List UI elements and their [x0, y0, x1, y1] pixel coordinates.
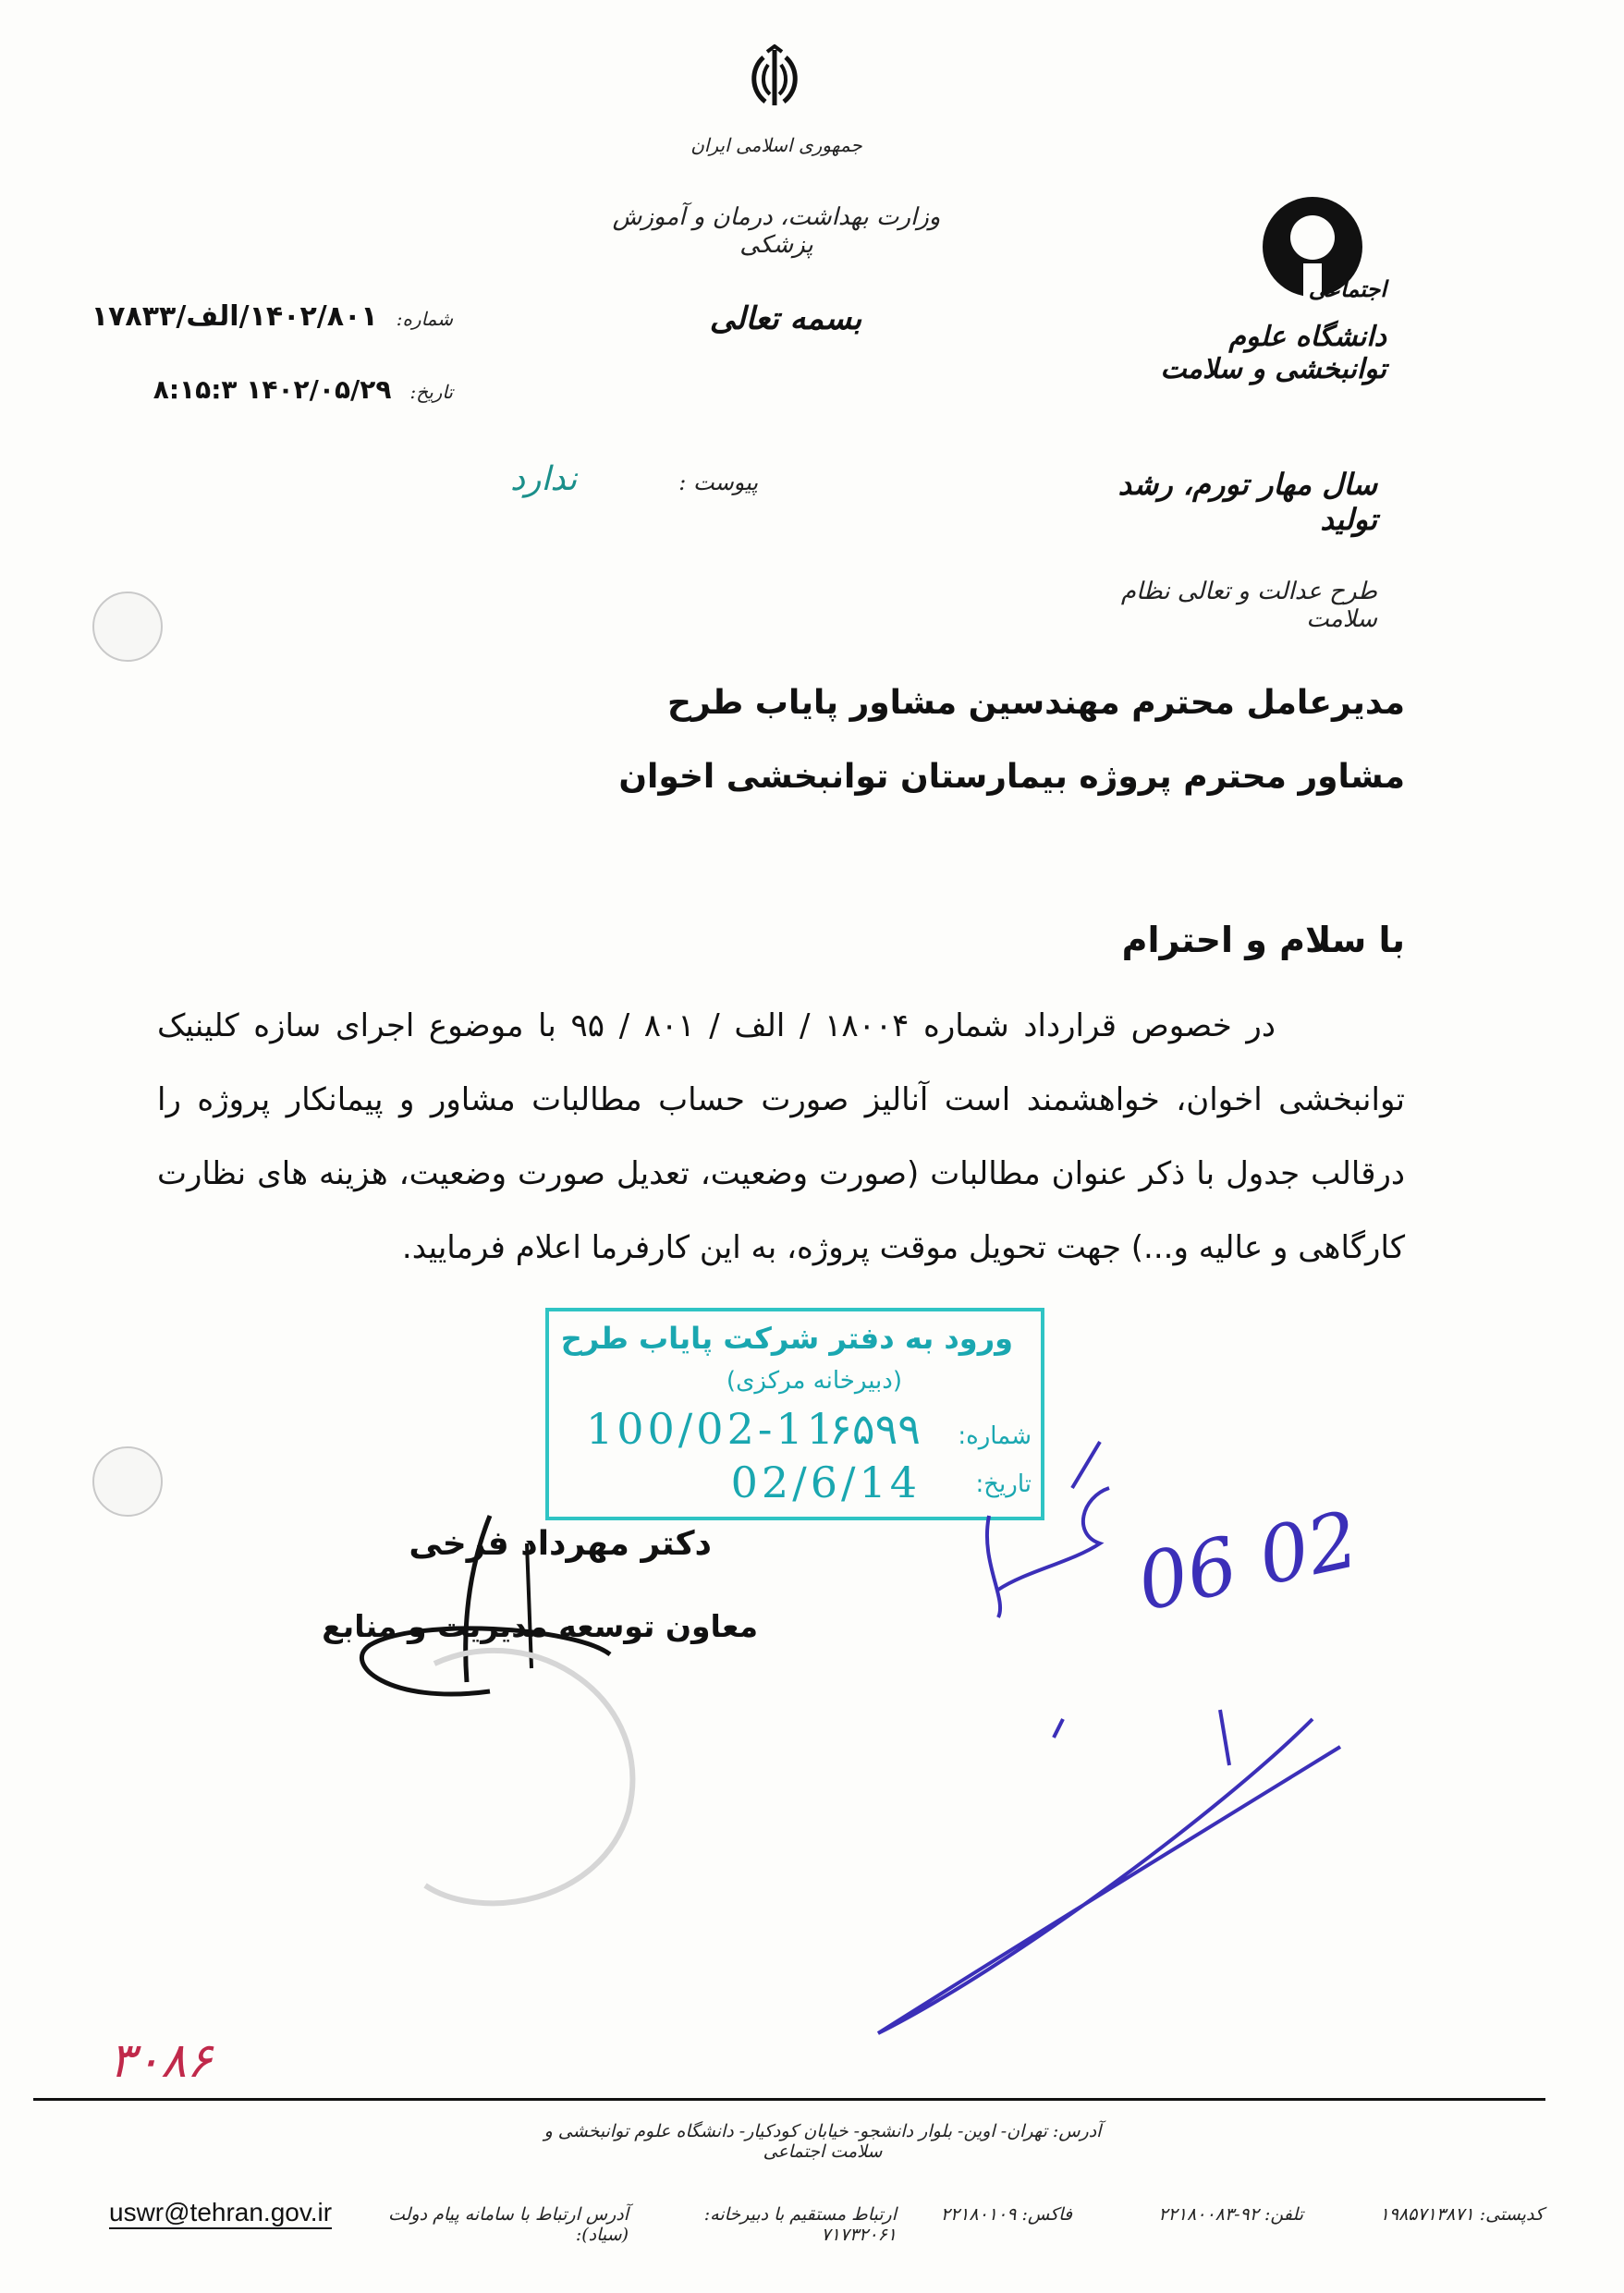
university-name: [1137, 259, 1386, 397]
footer-portal-label: آدرس ارتباط با سامانه پیام دولت (سیاد):: [387, 2204, 629, 2245]
punch-hole-bottom: [92, 1446, 163, 1517]
footer-phone: تلفن: ۹۲-۲۲۱۸۰۰۸۳: [1158, 2204, 1303, 2225]
addressee-line-2: مشاور محترم پروژه بیمارستان توانبخشی اخوان: [618, 758, 1405, 796]
footer-rule: [33, 2098, 1545, 2101]
punch-hole-top: [92, 592, 163, 662]
footer-postal-code: کدپستی: ۱۹۸۵۷۱۳۸۷۱: [1379, 2204, 1544, 2225]
footer-fax: فاکس: ۲۲۱۸۰۱۰۹: [940, 2204, 1072, 2225]
stamp-number-value: ۶۵۹۹: [829, 1404, 921, 1454]
attachment-row: [462, 460, 758, 498]
country-name: جمهوری اسلامی ایران: [690, 134, 862, 156]
letter-date-row: [92, 374, 453, 405]
plan-slogan: طرح عدالت و تعالی نظام سلامت: [1120, 578, 1377, 633]
year-slogan: سال مهار تورم، رشد تولید: [1117, 467, 1377, 537]
addressee-line-1: مدیرعامل محترم مهندسین مشاور پایاب طرح: [667, 684, 1405, 722]
blue-handwritten-note: 06 02: [1129, 1494, 1367, 1628]
footer-direct-line: ارتباط مستقیم با دبیرخانه: ۷۱۷۳۲۰۶۱: [703, 2204, 897, 2245]
stamp-date-value: 02/6/14: [730, 1458, 921, 1507]
greeting: با سلام و احترام: [1121, 920, 1405, 960]
iran-emblem-icon: [739, 44, 810, 115]
letter-date-value: ۱۴۰۲/۰۵/۲۹ ۸:۱۵:۳: [153, 374, 392, 405]
university-name-line1: دانشگاه علوم توانبخشی و سلامت: [1160, 321, 1386, 385]
signer-name: دکتر مهرداد فرخی: [409, 1525, 712, 1563]
attachment-value: ندارد: [509, 460, 578, 498]
letter-body: در خصوص قرارداد شماره ۱۸۰۰۴ / الف / ۸۰۱ / ۹۵ با موضوع اجرای سازه کلینیک توانبخشی اخوان، خواهشمند است آنالیز صورت حساب مطالبات مشاور و پیمانکار پروژه را درقالب جدول با ذکر عنوان مطالبات (صورت وضعیت، تعدیل صورت وضعیت، هزینه های نظارت کارگاهی و عالیه و...) جهت تحویل موقت پروژه، به این کارفرما اعلام فرمایید.: [157, 1007, 1405, 1266]
stamp-number-code: 100/02-11: [586, 1404, 837, 1454]
blue-pen-stroke: [869, 1701, 1386, 2052]
signer-title: معاون توسعه مدیریت و منابع: [322, 1608, 758, 1644]
stamp-date-label: تاریخ:: [975, 1470, 1032, 1498]
footer-address: آدرس: تهران- اوین- بلوار دانشجو- خیابان کودکیار- دانشگاه علوم توانبخشی و سلامت اجتماعی: [543, 2121, 1102, 2162]
faint-seal: [407, 1627, 665, 1932]
blue-handwritten-mark: [961, 1433, 1146, 1627]
ministry-name: وزارت بهداشت، درمان و آموزش پزشکی: [612, 203, 941, 259]
red-handwritten-number: ۳۰۸۶: [109, 2033, 213, 2089]
letter-number-value: ۱۴۰۲/۸۰۱/الف/۱۷۸۳۳: [91, 300, 378, 333]
university-name-line2: اجتماعی: [1308, 275, 1386, 302]
attachment-label: پیوست :: [678, 470, 758, 495]
stamp-subtitle: (دبیرخانه مرکزی): [726, 1367, 902, 1395]
letter-date-label: تاریخ:: [409, 381, 453, 403]
letter-number-row: [83, 300, 453, 333]
footer-email-link[interactable]: uswr@tehran.gov.ir: [109, 2198, 332, 2229]
stamp-number-label: شماره:: [958, 1422, 1032, 1450]
stamp-title: ورود به دفتر شرکت پایاب طرح: [560, 1321, 1013, 1356]
invocation: بسمه تعالی: [709, 300, 862, 337]
letter-number-label: شماره:: [396, 308, 453, 330]
